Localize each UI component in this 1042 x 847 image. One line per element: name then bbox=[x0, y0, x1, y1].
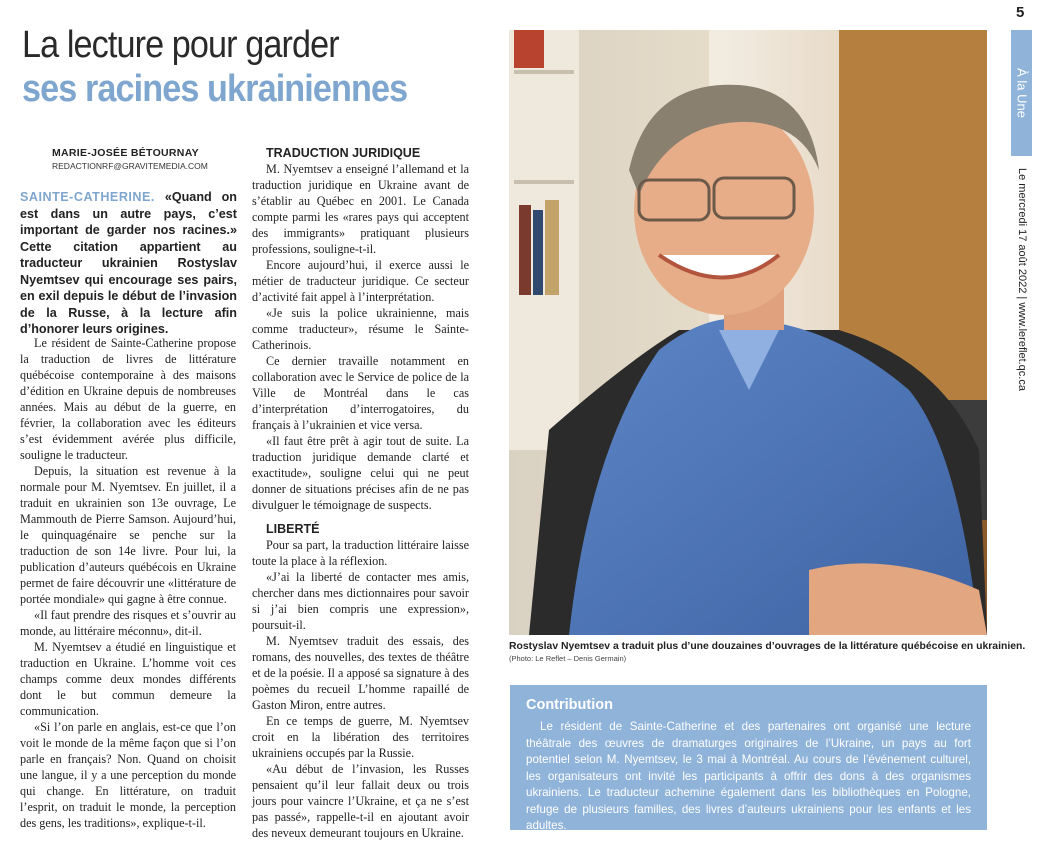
article-column-1 bbox=[20, 335, 236, 831]
paragraph: M. Nyemtsev a enseigné l’allemand et la traduction juridique en Ukraine avant de s’établir au Québec en 2001. Le Canada compte parmi les «rares pays qui acceptent des immigrants» pratiquant plusieurs professions, souligne-t-il. bbox=[252, 162, 469, 256]
paragraph: «Il faut prendre des risques et s’ouvrir au monde, au littéraire méconnu», dit-il. bbox=[20, 608, 236, 638]
caption-text: Rostyslav Nyemtsev a traduit plus d’une douzaines d’ouvrages de la littérature québécoise en ukrainien. bbox=[509, 641, 1026, 652]
dateline: SAINTE-CATHERINE. bbox=[20, 190, 155, 204]
paragraph: Le résident de Sainte-Catherine propose la traduction de livres de littérature québécoise contemporaine à des maisons d’édition en Ukraine depuis de nombreuses années. Mais au début de la guerre, en février, la collaboration avec les éditeurs s’est évidemment avérée plus difficile, souligne le traducteur. bbox=[20, 336, 236, 462]
page-number: 5 bbox=[1016, 4, 1025, 21]
article-column-2 bbox=[252, 145, 469, 841]
author-email: REDACTIONRF@GRAVITEMEDIA.COM bbox=[52, 161, 208, 171]
paragraph: «Je suis la police ukrainienne, mais comme traducteur», résume le Sainte-Catherinois. bbox=[252, 306, 469, 352]
contribution-body: Le résident de Sainte-Catherine et des partenaires ont organisé une lecture théâtrale des œuvres de dramaturges originaires de l’Ukraine, un pays au fort potentiel selon M. Nyemtsev, le 3 mai à Montréal. Au cours de l’événement culturel, les organisateurs ont invité les participants à offrir des dons à des organismes ukrainiens. Le traducteur achemine également dans les bibliothèques en Pologne, refuge de plusieurs familles, des livres d’auteurs ukrainiens pour les enfants et les adultes. bbox=[526, 720, 971, 832]
photo-credit: (Photo: Le Reflet – Denis Germain) bbox=[509, 654, 627, 663]
headline-line-2: ses racines ukrainiennes bbox=[22, 68, 408, 110]
paragraph: Depuis, la situation est revenue à la normale pour M. Nyemtsev. En juillet, il a traduit en ukrainien son 13e ouvrage, Le Mammouth de Pierre Samson. Aujourd’hui, le quinquagénaire se penche sur la traduction de son 14e livre. Pour lui, la publication d’auteurs québécois en Ukraine permet de faire découvrir une «littérature de portée mondiale» qui gagne à être connue. bbox=[20, 464, 236, 606]
contribution-title: Contribution bbox=[526, 697, 613, 713]
lede-text: «Quand on est dans un autre pays, c’est important de garder nos racines.» Cette citation appartient au traducteur ukrainien Rostyslav Nyemtsev qui encourage ses pairs, en exil depuis le début de l’invasion de la Russe, à la lecture afin d’honorer leurs origines. bbox=[20, 190, 237, 336]
lede-paragraph bbox=[20, 189, 237, 338]
paragraph: M. Nyemtsev a étudié en linguistique et traduction en Ukraine. L’homme voit ces champs comme deux mondes différents dont le but commun demeure la communication. bbox=[20, 640, 236, 718]
paragraph: Pour sa part, la traduction littéraire laisse toute la place à la réflexion. bbox=[252, 538, 469, 568]
headline-line-1: La lecture pour garder bbox=[22, 24, 339, 66]
subhead-liberte: LIBERTÉ bbox=[266, 522, 320, 536]
paragraph: «J’ai la liberté de contacter mes amis, chercher dans mes dictionnaires pour savoir si j’ai bien compris une expression», poursuit-il. bbox=[252, 570, 469, 632]
section-tab bbox=[1011, 30, 1032, 156]
date-website-text: Le mercredi 17 août 2022 | www.lereflet.qc.ca bbox=[1016, 168, 1028, 391]
portrait-photo bbox=[509, 30, 987, 635]
paragraph: En ce temps de guerre, M. Nyemtsev croit en la libération des territoires ukrainiens occupés par la Russie. bbox=[252, 714, 469, 760]
byline bbox=[52, 147, 236, 171]
photo-caption bbox=[509, 641, 1026, 663]
article-headline bbox=[22, 26, 492, 108]
paragraph: Ce dernier travaille notamment en collaboration avec le Service de police de la Ville de Montréal dans le cas d’interprétation d’interrogatoires, du français à l’ukrainien et vice versa. bbox=[252, 354, 469, 432]
section-tab-label: À la Une bbox=[1014, 68, 1029, 118]
paragraph: «Si l’on parle en anglais, est-ce que l’on voit le monde de la même façon que si l’on parle en français? Non. Quand on choisit une langue, il y a une perception du monde qui change. En littérature, on traduit l’esprit, on traduit le monde, la perception des gens, les traditions», explique-t-il. bbox=[20, 720, 236, 830]
paragraph: «Au début de l’invasion, les Russes pensaient qu’il leur fallait deux ou trois jours pour vaincre l’Ukraine, et ça ne s’est pas passé», rappelle-t-il en ajoutant avoir des neveux demeurant toujours en Ukraine. bbox=[252, 762, 469, 840]
date-website-strip bbox=[1012, 168, 1032, 408]
paragraph: Encore aujourd’hui, il exerce aussi le métier de traducteur juridique. Ce secteur d’activité fait appel à l’interprétation. bbox=[252, 258, 469, 304]
author-name: MARIE-JOSÉE BÉTOURNAY bbox=[52, 147, 199, 159]
portrait-illustration bbox=[509, 30, 987, 635]
paragraph: «Il faut être prêt à agir tout de suite. La traduction juridique demande clarté et exactitude», souligne celui qui ne peut donner de situations précises afin de ne pas divulguer le témoignage de suspects. bbox=[252, 434, 469, 512]
subhead-traduction-juridique: TRADUCTION JURIDIQUE bbox=[266, 146, 421, 160]
paragraph: M. Nyemtsev traduit des essais, des romans, des nouvelles, des textes de théâtre et de la poésie. Il a apposé sa signature à des poèmes du recueil L’homme rapaillé de Gaston Miron, entre autres. bbox=[252, 634, 469, 712]
contribution-box bbox=[510, 685, 987, 830]
